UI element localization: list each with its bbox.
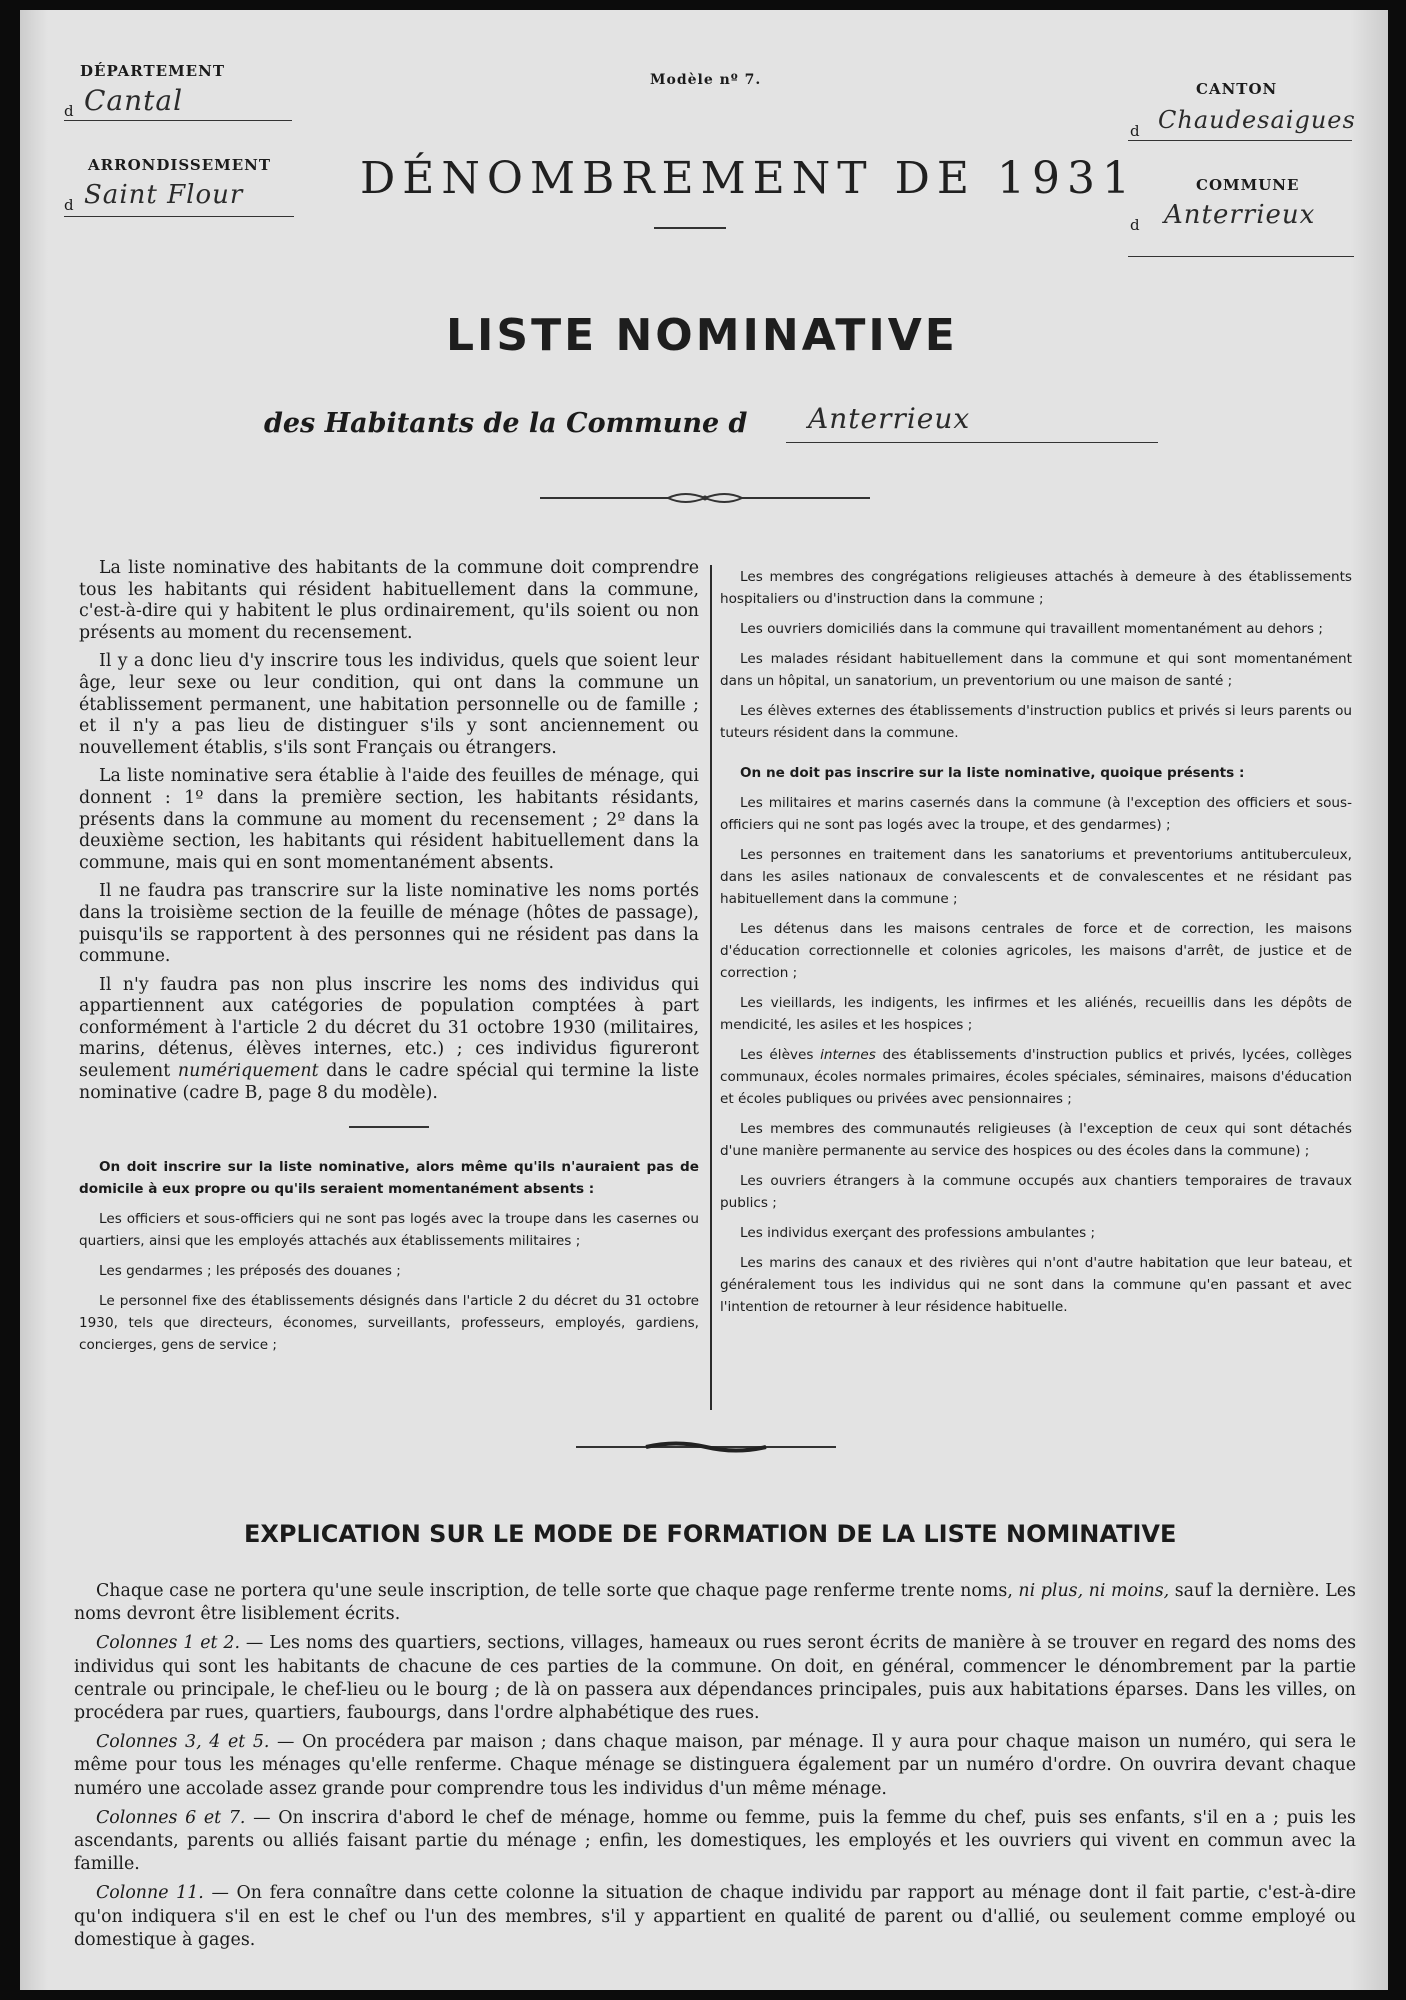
right-item: Les personnes en traitement dans les sanatoriums et preventoriums antituberculeux, dans les asiles nationaux de convalescents et de convalescentes et ne résidant pas habituellement dans la commune ; — [720, 847, 1352, 907]
right-item: Les ouvriers étrangers à la commune occupés aux chantiers temporaires de travaux publics ; — [720, 1173, 1352, 1211]
arrondissement-label: ARRONDISSEMENT — [88, 156, 272, 174]
right-item: Les membres des congrégations religieuses attachés à demeure à des établissements hospitaliers ou d'instruction dans la commune ; — [720, 569, 1352, 607]
subtitle: des Habitants de la Commune d — [264, 408, 748, 439]
explication-title: EXPLICATION SUR LE MODE DE FORMATION DE LA LISTE NOMINATIVE — [244, 1520, 1177, 1548]
census-form-page — [20, 10, 1388, 1990]
commune-value: Anterrieux — [1164, 200, 1316, 230]
explication-text: Chaque case ne portera qu'une seule inscription, de telle sorte que chaque page renferme trente noms, — [96, 1581, 1019, 1601]
right-item: Les ouvriers domiciliés dans la commune qui travaillent momentanément au dehors ; — [740, 621, 1323, 637]
canton-prefix: d — [1130, 122, 1140, 140]
explication-paragraph — [74, 1632, 1356, 1725]
left-paragraph: La liste nominative des habitants de la commune doit comprendre tous les habitants qui résident habituellement dans la commune, c'est-à-dire qui y habitent le plus ordinairement, qu'ils soient ou non présents au moment du recensement. — [79, 558, 699, 643]
explication-text: sauf la dernière. Les noms devront être lisiblement écrits. — [74, 1581, 1356, 1625]
ornament-divider-2 — [576, 1440, 836, 1454]
explication-text: — Les noms des quartiers, sections, villages, hameaux ou rues seront écrits de manière à se trouver en regard des noms des individus qui sont les habitants de chacune de ces parties de la commune. On doit, en général, commencer le dénombrement par la partie centrale ou principale, le chef-lieu ou le bourg ; de là on passera aux dépendances principales, puis aux habitations éparses. Dans les villes, on procédera par rues, quartiers, faubourgs, dans l'ordre alphabétique des rues. — [74, 1633, 1356, 1724]
explication-body — [74, 1580, 1356, 1958]
ornament-divider — [540, 488, 870, 508]
canton-value: Chaudesaigues — [1158, 106, 1356, 134]
left-paragraph-emphasis: numériquement — [177, 1061, 319, 1082]
right-item: Les détenus dans les maisons centrales de force et de correction, les maisons d'éducation correctionnelle et colonies agricoles, les maisons d'arrêt, de justice et de correction ; — [720, 921, 1352, 981]
inscrire-item: Les gendarmes ; les préposés des douanes ; — [99, 1263, 401, 1280]
explication-column-ref: Colonnes 6 et 7. — [96, 1807, 246, 1828]
left-paragraph-text: Il n'y faudra pas non plus inscrire les noms des individus qui appartiennent aux catégories de population comptées à part conformément à l'article 2 du décret du 31 octobre 1930 (militaires, marins, détenus, élèves internes, etc.) ; ces individus figureront seulement — [79, 974, 699, 1082]
ne-pas-inscrire-heading: On ne doit pas inscrire sur la liste nominative, quoique présents : — [740, 765, 1245, 781]
right-item: Les malades résidant habituellement dans la commune et qui sont momentanément dans un hôpital, un sanatorium, un preventorium ou une maison de santé ; — [720, 651, 1352, 689]
modele-number: Modèle nº 7. — [650, 72, 762, 88]
page-title: DÉNOMBREMENT DE 1931 — [360, 153, 1137, 204]
explication-emphasis: ni plus, ni moins, — [1018, 1581, 1170, 1601]
canton-line — [1128, 140, 1352, 141]
arrondissement-line — [64, 216, 294, 217]
departement-line — [64, 120, 292, 121]
commune-prefix: d — [1130, 216, 1140, 234]
left-paragraph: Il ne faudra pas transcrire sur la liste nominative les noms portés dans la troisième section de la feuille de ménage (hôtes de passage), puisqu'ils se rapportent à des personnes qui ne résident pas dans la commune. — [79, 881, 699, 967]
liste-nominative-title: LISTE NOMINATIVE — [446, 310, 958, 361]
explication-paragraph — [74, 1731, 1356, 1801]
left-column — [79, 558, 699, 1364]
inscrire-item: Le personnel fixe des établissements désignés dans l'article 2 du décret du 31 octobre 1930, tels que directeurs, économes, surveillants, professeurs, employés, gardiens, concierges, gens de service ; — [79, 1293, 699, 1354]
departement-label: DÉPARTEMENT — [80, 62, 225, 80]
right-item: Les élèves externes des établissements d'instruction publics et privés si leurs parents ou tuteurs résident dans la commune. — [720, 703, 1352, 741]
explication-text: — On fera connaître dans cette colonne la situation de chaque individu par rapport au ménage dont il fait partie, c'est-à-dire qu'on indiquera s'il en est le chef ou l'un des membres, s'il y appartient en qualité de parent ou d'allié, ou seulement comme employé ou domestique à gages. — [74, 1883, 1356, 1950]
departement-value: Cantal — [84, 84, 184, 117]
commune-label: COMMUNE — [1196, 176, 1300, 194]
right-item: Les marins des canaux et des rivières qui n'ont d'autre habitation que leur bateau, et généralement tous les individus qui ne sont dans la commune qu'en passant et avec l'intention de retourner à leur résidence habituelle. — [720, 1255, 1352, 1315]
left-paragraph-text: dans le cadre spécial qui termine la liste nominative (cadre B, page 8 du modèle). — [79, 1061, 699, 1103]
explication-paragraph — [74, 1580, 1356, 1626]
explication-paragraph — [74, 1807, 1356, 1877]
right-item-emphasis: internes — [820, 1047, 876, 1063]
left-paragraph: La liste nominative sera établie à l'aide des feuilles de ménage, qui donnent : 1º dans la première section, les habitants résidants, présents dans la commune au moment du recensement ; 2º dans la deuxième section, les habitants qui résident habituellement dans la commune, mais qui en sont momentanément absents. — [79, 766, 699, 873]
inscrire-section — [79, 1156, 699, 1356]
right-item: Les vieillards, les indigents, les infirmes et les aliénés, recueillis dans les dépôts de mendicité, les asiles et les hospices ; — [720, 995, 1352, 1033]
canton-label: CANTON — [1196, 80, 1278, 98]
column-divider — [710, 565, 712, 1410]
left-paragraph — [79, 975, 699, 1105]
right-item: Les militaires et marins casernés dans la commune (à l'exception des officiers et sous-officiers qui ne sont pas logés avec la troupe, et des gendarmes) ; — [720, 795, 1352, 833]
departement-prefix: d — [64, 102, 74, 120]
right-item: Les membres des communautés religieuses (à l'exception de ceux qui sont détachés d'une manière permanente au service des hospices ou des écoles dans la commune) ; — [720, 1121, 1352, 1159]
explication-column-ref: Colonnes 3, 4 et 5. — [96, 1732, 270, 1753]
right-item-text: Les élèves — [740, 1047, 821, 1063]
explication-column-ref: Colonnes 1 et 2. — [96, 1633, 241, 1654]
explication-text: — On procédera par maison ; dans chaque maison, par ménage. Il y aura pour chaque maison un numéro, qui sera le même pour tous les ménages qu'elle renferme. Chaque ménage se distinguera également par un numéro d'ordre. On ouvrira devant chaque numéro une accolade assez grande pour comprendre tous les individus d'un même ménage. — [74, 1732, 1356, 1799]
inscrire-heading: On doit inscrire sur la liste nominative, alors même qu'ils n'auraient pas de domicile à eux propre ou qu'ils seraient momentanément absents : — [79, 1159, 699, 1198]
explication-text: — On inscrira d'abord le chef de ménage, homme ou femme, puis la femme du chef, puis ses enfants, s'il en a ; puis les ascendants, parents ou alliés faisant partie du ménage ; enfin, les domestiques, les employés et les ouvriers qui vivent en commun avec la famille. — [74, 1807, 1356, 1875]
commune-line — [1128, 256, 1354, 257]
arrondissement-prefix: d — [64, 196, 74, 214]
explication-column-ref: Colonne 11. — [96, 1883, 204, 1904]
explication-paragraph — [74, 1882, 1356, 1952]
inscrire-item: Les officiers et sous-officiers qui ne sont pas logés avec la troupe dans les casernes ou quartiers, ainsi que les employés attachés aux établissements militaires ; — [79, 1211, 699, 1250]
subtitle-commune-value: Anterrieux — [808, 402, 971, 435]
title-rule — [654, 227, 726, 229]
right-column — [720, 566, 1352, 1326]
right-item-text: des établissements d'instruction publics et privés, lycées, collèges communaux, écoles normales primaires, écoles spéciales, séminaires, maisons d'éducation et écoles publiques ou privées avec pensionnaires ; — [720, 1047, 1353, 1107]
left-column-rule — [349, 1126, 429, 1128]
left-paragraph: Il y a donc lieu d'y inscrire tous les individus, quels que soient leur âge, leur sexe ou leur condition, qui ont dans la commune un établissement permanent, une habitation personnelle ou de famille ; et il n'y a pas lieu de distinguer s'ils y sont anciennement ou nouvellement établis, s'ils sont Français ou étrangers. — [79, 651, 699, 758]
subtitle-line — [786, 442, 1158, 443]
right-item: Les individus exerçant des professions ambulantes ; — [740, 1225, 1096, 1241]
right-item — [720, 1044, 1352, 1110]
arrondissement-value: Saint Flour — [84, 180, 244, 210]
